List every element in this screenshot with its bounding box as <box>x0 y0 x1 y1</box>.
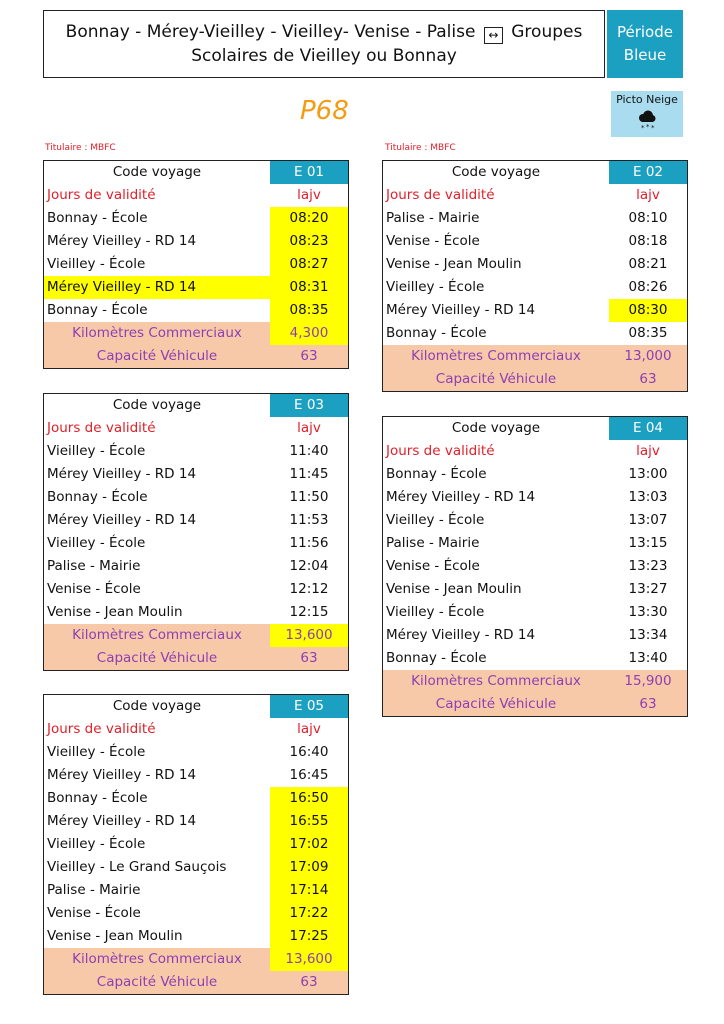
snow-picto-box <box>611 91 683 137</box>
stop-time: 08:30 <box>609 299 688 322</box>
stop-time: 17:02 <box>270 833 349 856</box>
capacity-row <box>383 693 688 717</box>
capacity-value: 63 <box>609 368 688 392</box>
capacity-value: 63 <box>270 647 349 671</box>
validity-label: Jours de validité <box>47 420 156 436</box>
stop-name: Vieilley - École <box>47 256 146 272</box>
stop-name: Vieilley - École <box>47 443 146 459</box>
stop-time: 11:56 <box>289 535 329 551</box>
stop-time: 13:15 <box>628 535 668 551</box>
capacity-row <box>44 345 349 369</box>
km-value: 13,600 <box>270 624 349 647</box>
stop-row <box>44 253 349 276</box>
stop-name: Venise - Jean Moulin <box>386 256 522 272</box>
stop-name: Mérey Vieilley - RD 14 <box>47 512 197 528</box>
stop-row <box>44 741 349 764</box>
trip-code: E 05 <box>270 695 349 719</box>
stop-time: 08:31 <box>270 276 349 299</box>
stop-name: Bonnay - École <box>47 210 148 226</box>
stop-row <box>44 810 349 833</box>
stop-name: Bonnay - École <box>386 650 487 666</box>
picto-label: Picto Neige <box>616 93 678 106</box>
period-line1: Période <box>616 23 673 41</box>
timetable-e02 <box>382 160 688 392</box>
stop-name: Mérey Vieilley - RD 14 <box>47 767 197 783</box>
capacity-row <box>44 971 349 995</box>
stop-row <box>44 601 349 624</box>
timetable-e01 <box>43 160 349 369</box>
swap-arrows-icon: ↔ <box>484 27 503 44</box>
capacity-label: Capacité Véhicule <box>383 693 610 717</box>
stop-row <box>383 230 688 253</box>
stop-time: 13:34 <box>628 627 668 643</box>
stop-row <box>44 463 349 486</box>
stop-time: 11:53 <box>289 512 329 528</box>
validity-row <box>44 184 349 207</box>
km-value: 13,000 <box>609 345 688 368</box>
stop-name: Bonnay - École <box>47 790 148 806</box>
validity-label: Jours de validité <box>386 443 495 459</box>
stop-row <box>383 601 688 624</box>
stop-row <box>44 509 349 532</box>
stop-name: Mérey Vieilley - RD 14 <box>47 813 197 829</box>
stop-name: Venise - École <box>386 558 480 574</box>
stop-time: 16:40 <box>289 744 329 760</box>
stop-name: Mérey Vieilley - RD 14 <box>47 233 197 249</box>
stop-time: 17:14 <box>270 879 349 902</box>
validity-row <box>44 718 349 741</box>
route-title-line2: Scolaires de Vieilley ou Bonnay <box>191 46 457 66</box>
stop-name: Venise - École <box>47 905 141 921</box>
stop-time: 08:35 <box>270 299 349 322</box>
code-voyage-label: Code voyage <box>451 420 541 436</box>
svg-text:*: * <box>651 124 655 131</box>
km-value: 15,900 <box>609 670 688 693</box>
header-row <box>383 417 688 441</box>
stop-time: 12:12 <box>289 581 329 597</box>
stop-time: 08:20 <box>270 207 349 230</box>
stop-name: Vieilley - Le Grand Sauçois <box>47 859 227 875</box>
stop-name: Bonnay - École <box>47 489 148 505</box>
capacity-label: Capacité Véhicule <box>44 345 271 369</box>
timetable-e04 <box>382 416 688 717</box>
stop-row <box>383 509 688 532</box>
stop-time: 13:23 <box>628 558 668 574</box>
stop-time: 13:07 <box>628 512 668 528</box>
stop-time: 16:50 <box>270 787 349 810</box>
km-label: Kilomètres Commerciaux <box>383 670 610 693</box>
km-label: Kilomètres Commerciaux <box>44 624 271 647</box>
stop-name: Mérey Vieilley - RD 14 <box>47 466 197 482</box>
stop-name: Bonnay - École <box>386 325 487 341</box>
km-row <box>44 624 349 647</box>
timetable-e05 <box>43 694 349 995</box>
snow-cloud-icon <box>636 109 658 131</box>
km-row <box>44 948 349 971</box>
stop-row <box>383 207 688 230</box>
holder-label-left: Titulaire : MBFC <box>45 143 116 153</box>
km-value: 13,600 <box>270 948 349 971</box>
stop-name: Palise - Mairie <box>386 535 480 551</box>
stop-row <box>383 276 688 299</box>
stop-time: 11:45 <box>289 466 329 482</box>
capacity-row <box>383 368 688 392</box>
stop-time: 08:21 <box>628 256 668 272</box>
stop-time: 08:23 <box>270 230 349 253</box>
line-code: P68 <box>300 96 349 126</box>
stop-name: Venise - Jean Moulin <box>47 604 183 620</box>
stop-row <box>383 532 688 555</box>
stop-name: Mérey Vieilley - RD 14 <box>386 302 536 318</box>
stop-time: 08:35 <box>628 325 668 341</box>
stop-row <box>44 856 349 879</box>
period-badge <box>607 10 683 78</box>
capacity-label: Capacité Véhicule <box>44 971 271 995</box>
stop-time: 13:27 <box>628 581 668 597</box>
route-title <box>43 10 605 78</box>
capacity-value: 63 <box>270 345 349 369</box>
code-voyage-label: Code voyage <box>112 164 202 180</box>
trip-code: E 02 <box>609 161 688 185</box>
validity-days: lajv <box>297 420 321 436</box>
stop-time: 08:26 <box>628 279 668 295</box>
validity-row <box>383 184 688 207</box>
stop-row <box>44 555 349 578</box>
km-label: Kilomètres Commerciaux <box>44 322 271 345</box>
holder-label-right: Titulaire : MBFC <box>385 143 456 153</box>
stop-time: 16:55 <box>270 810 349 833</box>
stop-time: 11:40 <box>289 443 329 459</box>
stop-name: Palise - Mairie <box>386 210 480 226</box>
stop-name: Vieilley - École <box>386 604 485 620</box>
route-title-stops: Bonnay - Mérey-Vieilley - Vieilley- Venise - Palise <box>65 22 476 42</box>
stop-time: 11:50 <box>289 489 329 505</box>
stop-row <box>44 925 349 948</box>
stop-row <box>44 440 349 463</box>
km-label: Kilomètres Commerciaux <box>383 345 610 368</box>
stop-name: Vieilley - École <box>47 836 146 852</box>
validity-days: lajv <box>636 443 660 459</box>
code-voyage-label: Code voyage <box>112 397 202 413</box>
route-title-groups: Groupes <box>511 22 583 42</box>
stop-row <box>44 276 349 299</box>
stop-name: Vieilley - École <box>386 512 485 528</box>
stop-time: 12:04 <box>289 558 329 574</box>
stop-name: Vieilley - École <box>386 279 485 295</box>
stop-row <box>44 532 349 555</box>
km-label: Kilomètres Commerciaux <box>44 948 271 971</box>
stop-row <box>44 787 349 810</box>
stop-row <box>44 764 349 787</box>
validity-days: lajv <box>636 187 660 203</box>
stop-row <box>44 207 349 230</box>
validity-label: Jours de validité <box>47 187 156 203</box>
header-row <box>44 695 349 719</box>
validity-row <box>44 417 349 440</box>
stop-time: 13:03 <box>628 489 668 505</box>
capacity-row <box>44 647 349 671</box>
stop-time: 08:27 <box>270 253 349 276</box>
route-title-line1 <box>66 20 583 44</box>
code-voyage-label: Code voyage <box>112 698 202 714</box>
stop-name: Mérey Vieilley - RD 14 <box>386 627 536 643</box>
stop-time: 17:25 <box>270 925 349 948</box>
stop-row <box>383 322 688 345</box>
stop-name: Vieilley - École <box>47 535 146 551</box>
validity-label: Jours de validité <box>47 721 156 737</box>
stop-row <box>383 624 688 647</box>
stop-time: 08:10 <box>628 210 668 226</box>
stop-name: Bonnay - École <box>47 302 148 318</box>
stop-name: Palise - Mairie <box>47 882 141 898</box>
stop-name: Venise - Jean Moulin <box>386 581 522 597</box>
stop-name: Venise - Jean Moulin <box>47 928 183 944</box>
stop-name: Venise - École <box>47 581 141 597</box>
stop-name: Vieilley - École <box>47 744 146 760</box>
stop-row <box>383 555 688 578</box>
stop-row <box>44 833 349 856</box>
km-row <box>383 345 688 368</box>
stop-row <box>383 253 688 276</box>
capacity-label: Capacité Véhicule <box>44 647 271 671</box>
validity-days: lajv <box>297 187 321 203</box>
validity-label: Jours de validité <box>386 187 495 203</box>
validity-days: lajv <box>297 721 321 737</box>
period-line2: Bleue <box>623 46 667 64</box>
stop-time: 13:30 <box>628 604 668 620</box>
trip-code: E 03 <box>270 394 349 418</box>
header-row <box>44 161 349 185</box>
stop-time: 17:22 <box>270 902 349 925</box>
stop-time: 12:15 <box>289 604 329 620</box>
svg-text:*: * <box>646 123 650 131</box>
trip-code: E 01 <box>270 161 349 185</box>
stop-row <box>44 879 349 902</box>
stop-row <box>44 486 349 509</box>
stop-row <box>383 647 688 670</box>
stop-row <box>44 230 349 253</box>
header-row <box>383 161 688 185</box>
stop-row <box>44 578 349 601</box>
stop-name: Bonnay - École <box>386 466 487 482</box>
km-value: 4,300 <box>270 322 349 345</box>
capacity-value: 63 <box>270 971 349 995</box>
stop-time: 08:18 <box>628 233 668 249</box>
stop-row <box>383 486 688 509</box>
validity-row <box>383 440 688 463</box>
stop-name: Mérey Vieilley - RD 14 <box>386 489 536 505</box>
stop-row <box>383 463 688 486</box>
stop-time: 13:40 <box>628 650 668 666</box>
km-row <box>383 670 688 693</box>
stop-row <box>383 578 688 601</box>
stop-name: Palise - Mairie <box>47 558 141 574</box>
header-row <box>44 394 349 418</box>
svg-text:*: * <box>641 124 645 131</box>
stop-name: Venise - École <box>386 233 480 249</box>
timetable-e03 <box>43 393 349 671</box>
stop-name: Mérey Vieilley - RD 14 <box>44 276 271 299</box>
stop-time: 16:45 <box>289 767 329 783</box>
stop-row <box>44 299 349 322</box>
stop-row <box>383 299 688 322</box>
trip-code: E 04 <box>609 417 688 441</box>
code-voyage-label: Code voyage <box>451 164 541 180</box>
km-row <box>44 322 349 345</box>
stop-time: 13:00 <box>628 466 668 482</box>
capacity-label: Capacité Véhicule <box>383 368 610 392</box>
capacity-value: 63 <box>609 693 688 717</box>
stop-row <box>44 902 349 925</box>
stop-time: 17:09 <box>270 856 349 879</box>
